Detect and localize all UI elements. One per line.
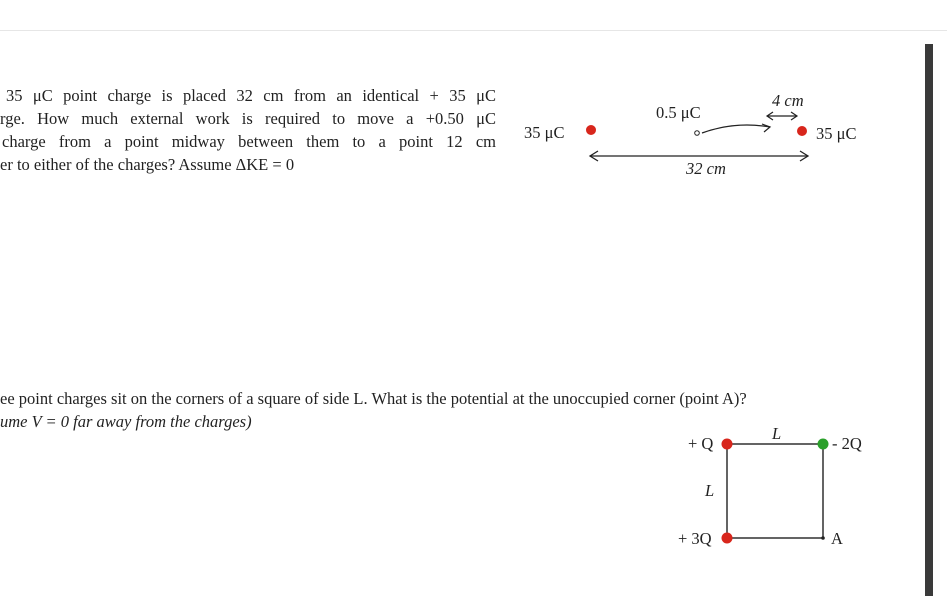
problem-1-line-2: rge. How much external work is required to move a +0.50 μC bbox=[0, 109, 496, 128]
top-left-charge-dot bbox=[722, 439, 733, 450]
left-charge-label: 35 μC bbox=[524, 123, 565, 142]
point-a-label: A bbox=[831, 529, 843, 548]
bottom-left-charge-label: + 3Q bbox=[678, 529, 712, 548]
separation-label: 32 cm bbox=[686, 159, 726, 178]
point-a-dot bbox=[821, 536, 825, 540]
problem-1-line-4: er to either of the charges? Assume ΔKE = 0 bbox=[0, 155, 295, 174]
top-left-charge-label: + Q bbox=[688, 434, 714, 453]
top-right-charge-label: - 2Q bbox=[832, 434, 862, 453]
test-charge-label: 0.5 μC bbox=[656, 103, 701, 122]
problem-1-line-3: charge from a point midway between them to a point 12 cm bbox=[2, 132, 496, 151]
side-left-label: L bbox=[705, 481, 715, 500]
problem-1-line-1: 35 μC point charge is placed 32 cm from an identical + 35 μC bbox=[6, 86, 496, 105]
square bbox=[727, 444, 823, 538]
problem-2-line-2: ume V = 0 far away from the charges) bbox=[0, 412, 252, 431]
offset-label: 4 cm bbox=[772, 91, 804, 110]
side-top-label: L bbox=[772, 424, 782, 443]
problem-2-line-1: ee point charges sit on the corners of a square of side L. What is the potential at the unoccupied corner (point A)? bbox=[0, 389, 747, 408]
right-charge-label: 35 μC bbox=[816, 124, 857, 143]
top-right-charge-dot bbox=[818, 439, 829, 450]
bottom-left-charge-dot bbox=[722, 533, 733, 544]
